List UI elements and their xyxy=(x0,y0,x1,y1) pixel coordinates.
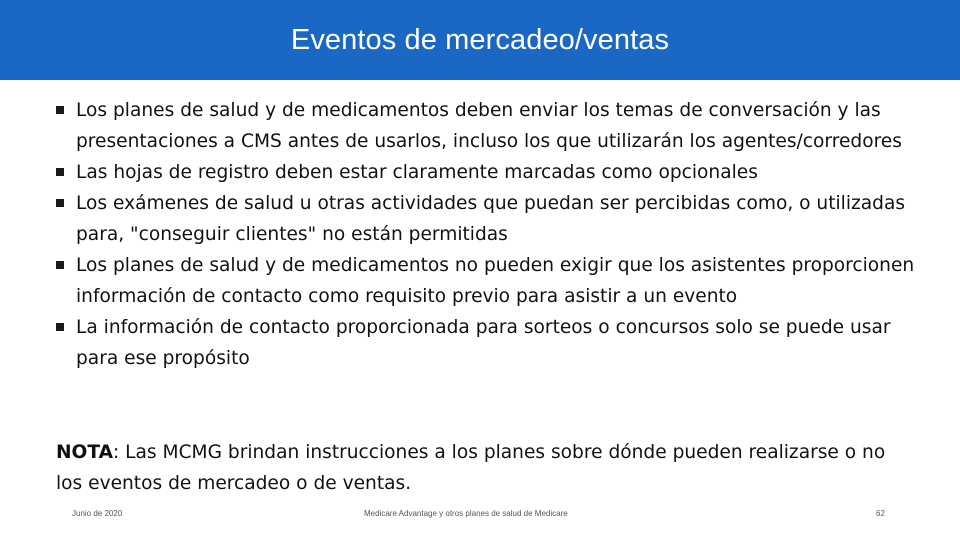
title-bar xyxy=(0,0,960,80)
note-label: NOTA xyxy=(56,442,113,463)
bullet-item xyxy=(56,312,916,374)
bullet-text: La información de contacto proporcionada para sorteos o concursos solo se puede usar para ese propósito xyxy=(76,317,891,369)
bullet-text: Las hojas de registro deben estar claramente marcadas como opcionales xyxy=(76,162,758,183)
square-bullet-icon xyxy=(56,323,64,331)
bullet-item xyxy=(56,157,916,188)
note-text: : Las MCMG brindan instrucciones a los planes sobre dónde pueden realizarse o no los eventos de mercadeo o de ventas. xyxy=(56,442,886,494)
bullet-list xyxy=(56,95,916,374)
bullet-item xyxy=(56,95,916,157)
slide-title: Eventos de mercadeo/ventas xyxy=(290,23,670,56)
bullet-item xyxy=(56,250,916,312)
square-bullet-icon xyxy=(56,106,64,114)
bullet-text: Los planes de salud y de medicamentos no pueden exigir que los asistentes proporcionen información de contacto como requisito previo para asistir a un evento xyxy=(76,255,915,307)
note-paragraph xyxy=(56,437,916,499)
page-number: 62 xyxy=(876,509,885,518)
square-bullet-icon xyxy=(56,199,64,207)
square-bullet-icon xyxy=(56,168,64,176)
footer-date: Junio de 2020 xyxy=(72,509,123,518)
footer-center-text: Medicare Advantage y otros planes de salud de Medicare xyxy=(364,509,568,518)
bullet-item xyxy=(56,188,916,250)
bullet-text: Los exámenes de salud u otras actividades que puedan ser percibidas como, o utilizadas para, "conseguir clientes" no están permitidas xyxy=(76,193,906,245)
bullet-text: Los planes de salud y de medicamentos deben enviar los temas de conversación y las presentaciones a CMS antes de usarlos, incluso los que utilizarán los agentes/corredores xyxy=(76,100,902,152)
square-bullet-icon xyxy=(56,261,64,269)
